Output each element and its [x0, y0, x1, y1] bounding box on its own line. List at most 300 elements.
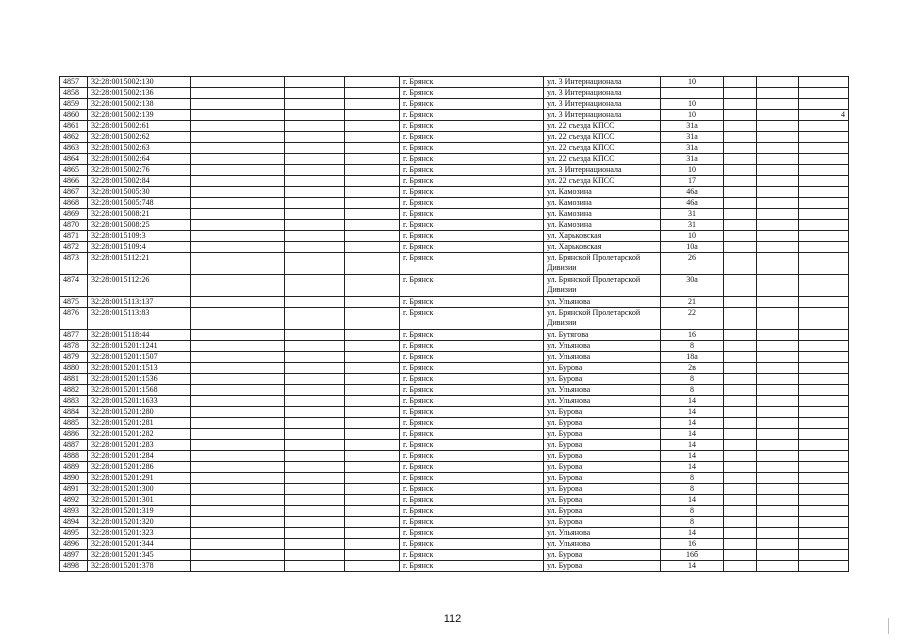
table-row: [60, 297, 849, 308]
table-row: [60, 330, 849, 341]
house-number-cell: 14: [661, 440, 724, 451]
empty-cell: [345, 561, 400, 572]
city-cell: г. Брянск: [400, 506, 544, 517]
house-number-cell: 17: [661, 176, 724, 187]
extra-value-cell: [799, 209, 849, 220]
empty-cell: [757, 528, 799, 539]
city-cell: г. Брянск: [400, 198, 544, 209]
street-cell: ул. Камозина: [544, 209, 661, 220]
empty-cell: [757, 88, 799, 99]
empty-cell: [285, 110, 345, 121]
empty-cell: [285, 308, 345, 330]
empty-cell: [724, 484, 757, 495]
street-cell: ул. Бурова: [544, 473, 661, 484]
empty-cell: [191, 242, 285, 253]
city-cell: г. Брянск: [400, 451, 544, 462]
row-number-cell: 4891: [60, 484, 88, 495]
cadastral-number-cell: 32:28:0015005:30: [88, 187, 191, 198]
city-cell: г. Брянск: [400, 363, 544, 374]
empty-cell: [285, 253, 345, 275]
house-number-cell: 31а: [661, 154, 724, 165]
table-row: [60, 253, 849, 275]
empty-cell: [757, 253, 799, 275]
empty-cell: [345, 374, 400, 385]
empty-cell: [191, 473, 285, 484]
empty-cell: [191, 352, 285, 363]
empty-cell: [285, 77, 345, 88]
street-cell: ул. Бурова: [544, 462, 661, 473]
empty-cell: [345, 154, 400, 165]
cadastral-number-cell: 32:28:0015201:1568: [88, 385, 191, 396]
city-cell: г. Брянск: [400, 231, 544, 242]
cadastral-number-cell: 32:28:0015201:1536: [88, 374, 191, 385]
house-number-cell: 31: [661, 209, 724, 220]
empty-cell: [285, 550, 345, 561]
cadastral-number-cell: 32:28:0015002:76: [88, 165, 191, 176]
row-number-cell: 4860: [60, 110, 88, 121]
cadastral-number-cell: 32:28:0015109:4: [88, 242, 191, 253]
house-number-cell: 14: [661, 451, 724, 462]
row-number-cell: 4876: [60, 308, 88, 330]
empty-cell: [191, 176, 285, 187]
empty-cell: [345, 495, 400, 506]
cadastral-number-cell: 32:28:0015002:64: [88, 154, 191, 165]
row-number-cell: 4862: [60, 132, 88, 143]
cadastral-number-cell: 32:28:0015008:25: [88, 220, 191, 231]
empty-cell: [757, 154, 799, 165]
house-number-cell: 14: [661, 495, 724, 506]
table-row: [60, 550, 849, 561]
empty-cell: [724, 110, 757, 121]
empty-cell: [724, 176, 757, 187]
extra-value-cell: [799, 440, 849, 451]
extra-value-cell: [799, 297, 849, 308]
empty-cell: [191, 297, 285, 308]
table-row: [60, 209, 849, 220]
street-cell: ул. Камозина: [544, 187, 661, 198]
row-number-cell: 4894: [60, 517, 88, 528]
city-cell: г. Брянск: [400, 308, 544, 330]
street-cell: ул. Бурова: [544, 517, 661, 528]
empty-cell: [757, 506, 799, 517]
extra-value-cell: [799, 352, 849, 363]
extra-value-cell: [799, 374, 849, 385]
row-number-cell: 4870: [60, 220, 88, 231]
house-number-cell: 14: [661, 418, 724, 429]
row-number-cell: 4889: [60, 462, 88, 473]
row-number-cell: 4868: [60, 198, 88, 209]
empty-cell: [757, 198, 799, 209]
cadastral-number-cell: 32:28:0015201:286: [88, 462, 191, 473]
city-cell: г. Брянск: [400, 242, 544, 253]
empty-cell: [724, 242, 757, 253]
empty-cell: [191, 385, 285, 396]
empty-cell: [724, 451, 757, 462]
house-number-cell: 8: [661, 506, 724, 517]
empty-cell: [191, 143, 285, 154]
cadastral-number-cell: 32:28:0015002:63: [88, 143, 191, 154]
empty-cell: [191, 88, 285, 99]
empty-cell: [191, 363, 285, 374]
cadastral-number-cell: 32:28:0015201:281: [88, 418, 191, 429]
cadastral-number-cell: 32:28:0015002:136: [88, 88, 191, 99]
empty-cell: [345, 198, 400, 209]
empty-cell: [345, 506, 400, 517]
row-number-cell: 4881: [60, 374, 88, 385]
house-number-cell: 31: [661, 220, 724, 231]
empty-cell: [285, 407, 345, 418]
cadastral-number-cell: 32:28:0015201:301: [88, 495, 191, 506]
row-number-cell: 4884: [60, 407, 88, 418]
row-number-cell: 4874: [60, 275, 88, 297]
empty-cell: [757, 176, 799, 187]
house-number-cell: [661, 88, 724, 99]
empty-cell: [191, 440, 285, 451]
street-cell: ул. Ульянова: [544, 539, 661, 550]
empty-cell: [285, 132, 345, 143]
empty-cell: [191, 506, 285, 517]
empty-cell: [285, 561, 345, 572]
house-number-cell: 31а: [661, 143, 724, 154]
extra-value-cell: [799, 473, 849, 484]
empty-cell: [724, 473, 757, 484]
city-cell: г. Брянск: [400, 550, 544, 561]
empty-cell: [724, 209, 757, 220]
empty-cell: [345, 341, 400, 352]
house-number-cell: 10: [661, 231, 724, 242]
cadastral-number-cell: 32:28:0015005:748: [88, 198, 191, 209]
empty-cell: [285, 154, 345, 165]
city-cell: г. Брянск: [400, 88, 544, 99]
street-cell: ул. Бурова: [544, 363, 661, 374]
empty-cell: [285, 517, 345, 528]
row-number-cell: 4897: [60, 550, 88, 561]
table-row: [60, 308, 849, 330]
row-number-cell: 4864: [60, 154, 88, 165]
city-cell: г. Брянск: [400, 352, 544, 363]
table-row: [60, 341, 849, 352]
table-row: [60, 539, 849, 550]
empty-cell: [345, 308, 400, 330]
empty-cell: [724, 429, 757, 440]
street-cell: ул. Бурова: [544, 561, 661, 572]
city-cell: г. Брянск: [400, 110, 544, 121]
empty-cell: [191, 451, 285, 462]
city-cell: г. Брянск: [400, 132, 544, 143]
empty-cell: [757, 77, 799, 88]
empty-cell: [285, 99, 345, 110]
cadastral-number-cell: 32:28:0015201:280: [88, 407, 191, 418]
empty-cell: [285, 473, 345, 484]
table-row: [60, 407, 849, 418]
street-cell: ул. Ульянова: [544, 297, 661, 308]
empty-cell: [191, 341, 285, 352]
house-number-cell: 46а: [661, 187, 724, 198]
cadastral-number-cell: 32:28:0015201:323: [88, 528, 191, 539]
empty-cell: [345, 176, 400, 187]
house-number-cell: 31а: [661, 121, 724, 132]
extra-value-cell: [799, 176, 849, 187]
empty-cell: [757, 451, 799, 462]
extra-value-cell: [799, 506, 849, 517]
table-row: [60, 473, 849, 484]
extra-value-cell: [799, 451, 849, 462]
empty-cell: [724, 418, 757, 429]
house-number-cell: 10: [661, 99, 724, 110]
street-cell: ул. Бутягова: [544, 330, 661, 341]
empty-cell: [285, 231, 345, 242]
empty-cell: [345, 550, 400, 561]
empty-cell: [757, 484, 799, 495]
cadastral-number-cell: 32:28:0015201:345: [88, 550, 191, 561]
cadastral-number-cell: 32:28:0015201:378: [88, 561, 191, 572]
empty-cell: [345, 451, 400, 462]
empty-cell: [345, 121, 400, 132]
empty-cell: [191, 99, 285, 110]
house-number-cell: 14: [661, 407, 724, 418]
street-cell: ул. Харьковская: [544, 242, 661, 253]
cadastral-number-cell: 32:28:0015113:137: [88, 297, 191, 308]
empty-cell: [724, 187, 757, 198]
empty-cell: [724, 275, 757, 297]
street-cell: ул. 3 Интернационала: [544, 99, 661, 110]
table-row: [60, 165, 849, 176]
empty-cell: [191, 418, 285, 429]
city-cell: г. Брянск: [400, 209, 544, 220]
row-number-cell: 4898: [60, 561, 88, 572]
empty-cell: [345, 352, 400, 363]
empty-cell: [724, 330, 757, 341]
cadastral-table: [59, 76, 849, 572]
table-row: [60, 198, 849, 209]
house-number-cell: 14: [661, 462, 724, 473]
city-cell: г. Брянск: [400, 539, 544, 550]
empty-cell: [191, 396, 285, 407]
row-number-cell: 4877: [60, 330, 88, 341]
extra-value-cell: [799, 418, 849, 429]
house-number-cell: 10: [661, 77, 724, 88]
extra-value-cell: [799, 220, 849, 231]
row-number-cell: 4857: [60, 77, 88, 88]
row-number-cell: 4867: [60, 187, 88, 198]
table-row: [60, 451, 849, 462]
empty-cell: [345, 363, 400, 374]
city-cell: г. Брянск: [400, 220, 544, 231]
table-row: [60, 352, 849, 363]
scan-edge-mark: [888, 618, 889, 634]
house-number-cell: 31а: [661, 132, 724, 143]
table-row: [60, 440, 849, 451]
empty-cell: [757, 209, 799, 220]
empty-cell: [345, 528, 400, 539]
extra-value-cell: [799, 275, 849, 297]
empty-cell: [285, 484, 345, 495]
empty-cell: [285, 187, 345, 198]
row-number-cell: 4886: [60, 429, 88, 440]
empty-cell: [345, 220, 400, 231]
empty-cell: [757, 385, 799, 396]
table-body: [60, 77, 849, 572]
empty-cell: [757, 550, 799, 561]
row-number-cell: 4888: [60, 451, 88, 462]
house-number-cell: 22: [661, 308, 724, 330]
house-number-cell: 8: [661, 517, 724, 528]
cadastral-number-cell: 32:28:0015002:62: [88, 132, 191, 143]
empty-cell: [345, 165, 400, 176]
empty-cell: [191, 165, 285, 176]
empty-cell: [724, 396, 757, 407]
extra-value-cell: [799, 132, 849, 143]
street-cell: ул. Ульянова: [544, 396, 661, 407]
street-cell: ул. Бурова: [544, 418, 661, 429]
street-cell: ул. Ульянова: [544, 385, 661, 396]
table-row: [60, 132, 849, 143]
city-cell: г. Брянск: [400, 154, 544, 165]
house-number-cell: 8: [661, 374, 724, 385]
street-cell: ул. Камозина: [544, 198, 661, 209]
cadastral-number-cell: 32:28:0015201:283: [88, 440, 191, 451]
page-number: 112: [443, 613, 462, 625]
empty-cell: [724, 77, 757, 88]
extra-value-cell: [799, 165, 849, 176]
extra-value-cell: [799, 77, 849, 88]
empty-cell: [724, 143, 757, 154]
empty-cell: [285, 528, 345, 539]
row-number-cell: 4880: [60, 363, 88, 374]
house-number-cell: 21: [661, 297, 724, 308]
city-cell: г. Брянск: [400, 561, 544, 572]
extra-value-cell: [799, 242, 849, 253]
table-row: [60, 396, 849, 407]
extra-value-cell: 4: [799, 110, 849, 121]
empty-cell: [285, 363, 345, 374]
city-cell: г. Брянск: [400, 341, 544, 352]
city-cell: г. Брянск: [400, 187, 544, 198]
row-number-cell: 4872: [60, 242, 88, 253]
extra-value-cell: [799, 517, 849, 528]
empty-cell: [285, 297, 345, 308]
empty-cell: [345, 517, 400, 528]
street-cell: ул. Бурова: [544, 451, 661, 462]
house-number-cell: 8: [661, 484, 724, 495]
house-number-cell: 14: [661, 528, 724, 539]
empty-cell: [191, 154, 285, 165]
empty-cell: [285, 396, 345, 407]
extra-value-cell: [799, 528, 849, 539]
house-number-cell: 8: [661, 341, 724, 352]
city-cell: г. Брянск: [400, 99, 544, 110]
table-row: [60, 242, 849, 253]
empty-cell: [757, 352, 799, 363]
table-row: [60, 275, 849, 297]
empty-cell: [757, 561, 799, 572]
table-row: [60, 176, 849, 187]
empty-cell: [345, 440, 400, 451]
empty-cell: [757, 418, 799, 429]
empty-cell: [345, 330, 400, 341]
empty-cell: [285, 330, 345, 341]
extra-value-cell: [799, 88, 849, 99]
empty-cell: [345, 539, 400, 550]
row-number-cell: 4865: [60, 165, 88, 176]
street-cell: ул. 3 Интернационала: [544, 77, 661, 88]
empty-cell: [345, 132, 400, 143]
empty-cell: [345, 484, 400, 495]
empty-cell: [757, 396, 799, 407]
table-row: [60, 99, 849, 110]
empty-cell: [285, 352, 345, 363]
street-cell: ул. Ульянова: [544, 528, 661, 539]
empty-cell: [724, 539, 757, 550]
empty-cell: [724, 561, 757, 572]
row-number-cell: 4863: [60, 143, 88, 154]
empty-cell: [285, 220, 345, 231]
empty-cell: [345, 473, 400, 484]
empty-cell: [345, 99, 400, 110]
cadastral-number-cell: 32:28:0015201:319: [88, 506, 191, 517]
empty-cell: [285, 275, 345, 297]
cadastral-number-cell: 32:28:0015118:44: [88, 330, 191, 341]
empty-cell: [285, 121, 345, 132]
cadastral-number-cell: 32:28:0015201:291: [88, 473, 191, 484]
street-cell: ул. 3 Интернационала: [544, 165, 661, 176]
empty-cell: [285, 209, 345, 220]
house-number-cell: 14: [661, 396, 724, 407]
empty-cell: [724, 517, 757, 528]
extra-value-cell: [799, 484, 849, 495]
row-number-cell: 4883: [60, 396, 88, 407]
street-cell: ул. 22 съезда КПСС: [544, 121, 661, 132]
row-number-cell: 4885: [60, 418, 88, 429]
empty-cell: [191, 484, 285, 495]
city-cell: г. Брянск: [400, 253, 544, 275]
extra-value-cell: [799, 363, 849, 374]
empty-cell: [191, 429, 285, 440]
row-number-cell: 4893: [60, 506, 88, 517]
table-row: [60, 121, 849, 132]
empty-cell: [757, 363, 799, 374]
city-cell: г. Брянск: [400, 418, 544, 429]
empty-cell: [757, 110, 799, 121]
city-cell: г. Брянск: [400, 462, 544, 473]
row-number-cell: 4882: [60, 385, 88, 396]
row-number-cell: 4873: [60, 253, 88, 275]
empty-cell: [724, 407, 757, 418]
empty-cell: [757, 407, 799, 418]
row-number-cell: 4859: [60, 99, 88, 110]
empty-cell: [285, 451, 345, 462]
cadastral-number-cell: 32:28:0015113:83: [88, 308, 191, 330]
street-cell: ул. 22 съезда КПСС: [544, 143, 661, 154]
row-number-cell: 4887: [60, 440, 88, 451]
city-cell: г. Брянск: [400, 396, 544, 407]
empty-cell: [191, 330, 285, 341]
table-row: [60, 429, 849, 440]
empty-cell: [285, 176, 345, 187]
empty-cell: [757, 132, 799, 143]
cadastral-number-cell: 32:28:0015112:26: [88, 275, 191, 297]
table-row: [60, 77, 849, 88]
empty-cell: [724, 99, 757, 110]
cadastral-number-cell: 32:28:0015002:84: [88, 176, 191, 187]
city-cell: г. Брянск: [400, 275, 544, 297]
row-number-cell: 4895: [60, 528, 88, 539]
empty-cell: [724, 121, 757, 132]
row-number-cell: 4858: [60, 88, 88, 99]
house-number-cell: 10: [661, 110, 724, 121]
empty-cell: [724, 440, 757, 451]
cadastral-number-cell: 32:28:0015109:3: [88, 231, 191, 242]
